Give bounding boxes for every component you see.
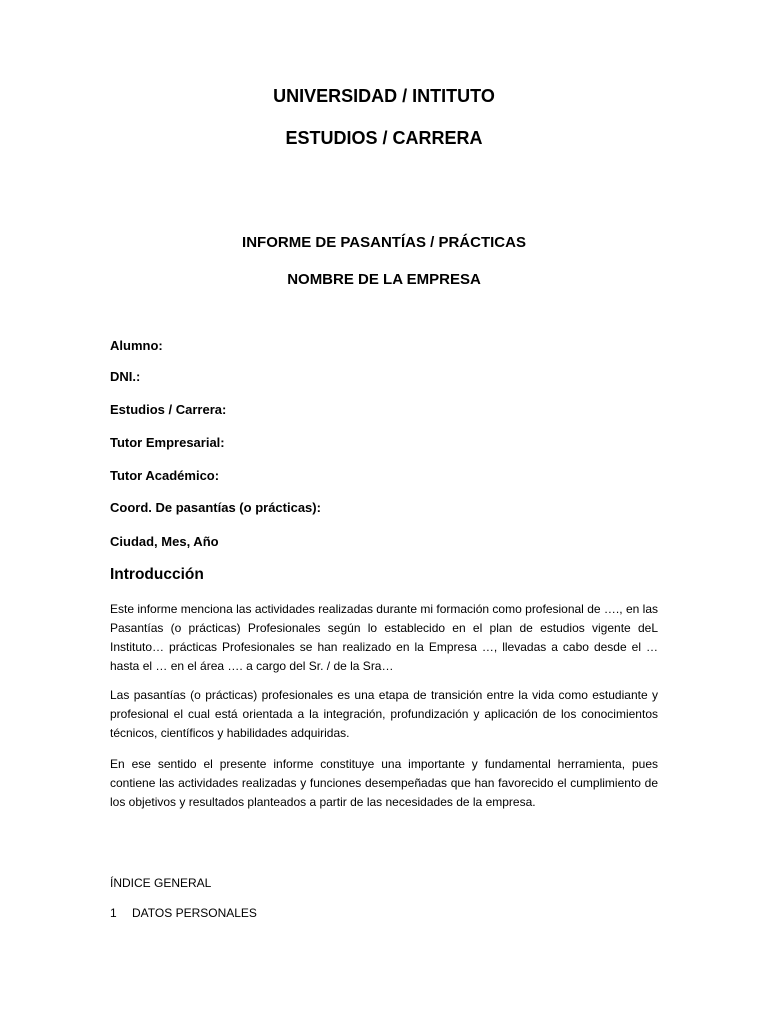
institution-title: UNIVERSIDAD / INTITUTO bbox=[273, 86, 495, 106]
company-title: NOMBRE DE LA EMPRESA bbox=[287, 271, 481, 288]
intro-paragraph: Este informe menciona las actividades realizadas durante mi formación como profesional de …., en las Pasantías (o prácticas) Profesionales según lo establecido en el plan de estudios vigente deL Instituto… prácticas Profesionales se han realizado en la Empresa …, llevadas a cabo desde el … hasta el … en el área …. a cargo del Sr. / de la Sra… bbox=[110, 602, 658, 673]
field-tutor-empresarial: Tutor Empresarial: bbox=[110, 435, 225, 450]
introduction-heading: Introducción bbox=[110, 566, 204, 583]
field-coordinador: Coord. De pasantías (o prácticas): bbox=[110, 500, 321, 515]
index-item bbox=[110, 906, 257, 920]
intro-paragraph: Las pasantías (o prácticas) profesionales es una etapa de transición entre la vida como estudiante y profesional el cual está orientada a la integración, profundización y aplicación de los conocimientos técnicos, científicos y habilidades adquiridas. bbox=[110, 688, 658, 740]
report-title: INFORME DE PASANTÍAS / PRÁCTICAS bbox=[242, 234, 526, 251]
index-item-label: DATOS PERSONALES bbox=[132, 906, 257, 920]
field-alumno: Alumno: bbox=[110, 338, 163, 353]
field-ciudad-fecha: Ciudad, Mes, Año bbox=[110, 534, 219, 549]
program-title: ESTUDIOS / CARRERA bbox=[285, 128, 483, 148]
field-estudios: Estudios / Carrera: bbox=[110, 402, 227, 417]
field-tutor-academico: Tutor Académico: bbox=[110, 468, 220, 483]
index-item-number: 1 bbox=[110, 906, 117, 920]
index-title: ÍNDICE GENERAL bbox=[110, 876, 212, 890]
intro-paragraph: En ese sentido el presente informe constituye una importante y fundamental herramienta, pues contiene las actividades realizadas y funciones desempeñadas que han favorecido el cumplimiento de los objetivos y resultados planteados a partir de las necesidades de la empresa. bbox=[110, 757, 658, 809]
field-dni: DNI.: bbox=[110, 369, 141, 384]
